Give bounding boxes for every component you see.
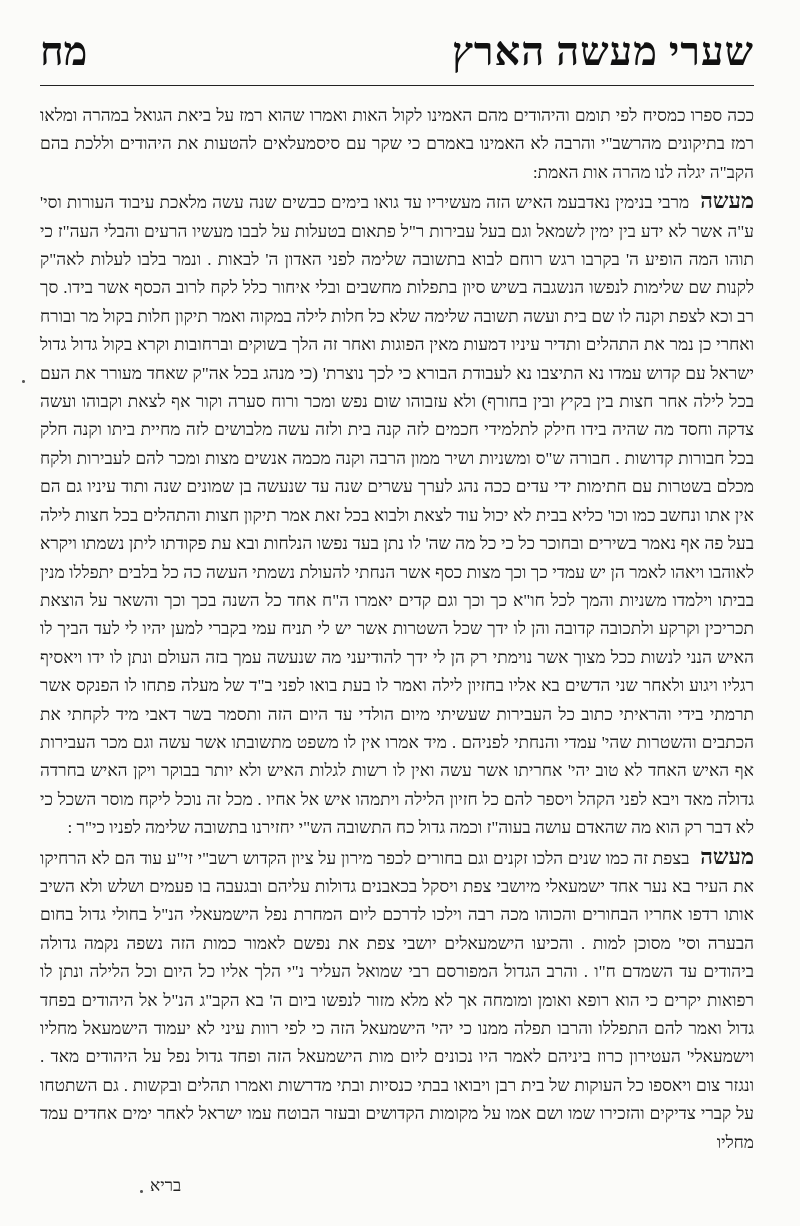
- paragraph-text: ככה ספרו כמסיח לפי תומם והיהודים מהם האמינו לקול האות ואמרו שהוא רמז על ביאת הגואל במהרה ומלאו רמז בתיקונים מהרשב"י והרבה לא האמינו באמרם כי שקר עם סיסמעלאים להטעות את היהודים וללכת בהם הקב"ה יגלה לנו מהרה אות האמת:: [40, 106, 754, 182]
- print-speck: [22, 380, 25, 383]
- paragraph-intro: [40, 102, 754, 187]
- body-text: [40, 102, 754, 1157]
- print-speck: [140, 1190, 143, 1193]
- paragraph-lead-word: מעשה: [700, 843, 754, 869]
- running-title: שערי מעשה הארץ: [452, 29, 754, 74]
- catchword: בריא: [150, 1176, 182, 1195]
- page-header: [40, 28, 754, 86]
- paragraph-text: מרבי בנימין נאדבעמ האיש הזה מעשיריו עד גואו בימים כבשים שנה עשה מלאכת עיבוד העורות וסי' ע"ה אשר לא ידע בין ימין לשמאל וגם בעל עבירות ר"ל פתאום בטעלות על לבבו מעשיו הרעים והבלי העה"ז כי תוהו המה הופיע ה' בקרבו רגש רוחם לבוא בתשובה שלימה לפני האדון ה' לבאות . ונמר בלבו לעלות לאה"ק לקנות שם שלימות לנפשו הנשגבה בשיש סיון בתפלות מחשבים ובלי איחור כלל לקח לרוב הכסף אשר בידו. סך רב וכא לצפת וקנה לו שם בית ועשה תשובה שלימה שלא כל חלות לילה במקוה ואמר תיקון חלות בקול מר ובורח ואחרי כן נמר את התהלים ותדיר עיניו דמעות מאין הפוגות ואחר זה הלך בשוקים וברחובות וקרא בקול גדול גדול ישראל עם קדוש עמדו נא התיצבו נא לעבודת הבורא כי לכך נוצרת' (כי מנהג בכל אה"ק שאחד מעורר את העם בכל לילה אחר חצות בין בקיץ ובין בחורף) ולא עזבוהו שום נפש ומכר ורוח סערה וקור אף לצאת וקבוהו ועשה צדקה וחסד מה שהיה בידו חילק לתלמידי חכמים לזה קנה בית ולזה עשה מלבושים לזה מחיית ביתו וקנה חלק בכל חבורות קדושות . חבורה ש"ס ומשניות ושיר ממון הרבה וקנה מכמה אנשים מצות ומכר להם לעבירות ולקח מכלם בשטרות עם חתימות ידי עדים ככה נהג לערך עשרים שנה עד שנעשה בן שמונים שנה ותוד עיניו גם הם אין אתו ונחשב כמו וכו' כליא בבית לא יכול עוד לצאת ולבוא בכל זאת אמר תיקון חצות והתהלים בכל חצות לילה בעל פה אף נאמר בשירים ובחוכר כל כי כל מה שה' לו נתן בעד נפשו הנלחות ובא עת פקודתו ליתן נשמתו ויקרא לאוהבו ויאהו לאמר הן יש עמדי כך וכך מצות כסף אשר הנחתי להעולת נשמתי העשה כה כל בלבים יתפללו מנין בביתו וילמדו משניות והמך לכל חו"א כך וכך וגם קדים יאמרו ה"ח אחד כל השנה בכך וכך והשאר על הוצאת תכריכין וקרקע ולתכובה קדובה והן לו ידך שכל השטרות אשר יש לי תניח עמי בקברי למען יהיו לי לעד הביך לו האיש הנני לנשות ככל מצוך אשר נוימתי רק הן לי ידך להודיעני מה שנעשה עמך בזה העולם ונתן לו ידו ויאסיף רגליו ויגוע ולאחר שני הדשים בא אליו בחזיון לילה ואמר לו בעת בואו לפני ב"ד של מעלה פתחו לו הפנקס אשר תרמתי בידי והראיתי כתוב כל העבירות שעשיתי מיום הולדי עד היום הזה ותסמר בשר דאבי מיד לקחתי את הכתבים והשטרות שהי' עמדי והנחתי לפניהם . מיד אמרו אין לו משפט מתשובתו אשר עשה וגם מכר העבירות אף האיש האחד לא טוב יהי' אחריתו אשר עשה ואין לו רשות לגלות האיש ולא יותר בבוקר ויקן האיש בחרדה גדולה מאד ויבא לפני הקהל ויספר להם כל חזיון הלילה ויתמהו איש אל אחיו . מכל זה נוכל ליקח מוסר השכל כי לא דבר רק הוא מה שהאדם עושה בעוה"ז וכמה גדול כח התשובה הש"י יחזירנו בתשובה שלימה לפניו כי"ר :: [40, 193, 754, 838]
- paragraph-story-2: [40, 843, 754, 1157]
- page-number: מח: [40, 29, 88, 74]
- paragraph-text: בצפת זה כמו שנים הלכו זקנים וגם בחורים לכפר מירון על ציון הקדוש רשב"י זי"ע עוד הם לא הרחיקו את העיר בא נער אחד ישמעאלי מיושבי צפת ויסקל בכאבנים גדולות עליהם ובגעבה בו פעמים ושלש ולא השיב אותו רדפו אחריו הבחורים והכוהו מכה רבה וילכו לדרכם ליום המחרת נפל הישמעאלי הנ"ל בחולי גדול בחום הבערה וסי' מסוכן למות . והכיעו הישמעאלים יושבי צפת את נפשם לאמור כמות הזה נשפה נקמה גדולה ביהודים עד השמדם ח"ו . והרב הגדול המפורסם רבי שמואל העליר נ"י הלך אליו כל היום וכל הלילה ונתן לו רפואות יקרים כי הוא רופא ואומן ומומחה אך לא מלא מזור לנפשו ביום ה' בא הקב"ג הנ"ל אל היהודים בפחד גדול ואמר להם התפללו והרבו תפלה ממנו כי יהי' הישמעאל הזה כי לפי רוות עיני לא יעמוד הישמעאל מחליו וישמעאלי' העטירון כרוז ביניהם לאמר היו נכונים ליום מות הישמעאל הזה ופחד גדול נפל על היהודים מאד . ונגזר צום ויאספו כל העוקות של בית רבן ויבואו בבתי כנסיות ובתי מדרשות ואמרו תהלים ובקשות . גם השתטחו על קברי צדיקים והזכירו שמו ושם אמו על מקומות הקדושים ובעזר הבוטח עמו ישראל לאחר ימים אחדים עמד מחליו: [40, 848, 754, 1152]
- paragraph-story-1: [40, 187, 754, 842]
- paragraph-lead-word: מעשה: [700, 188, 754, 214]
